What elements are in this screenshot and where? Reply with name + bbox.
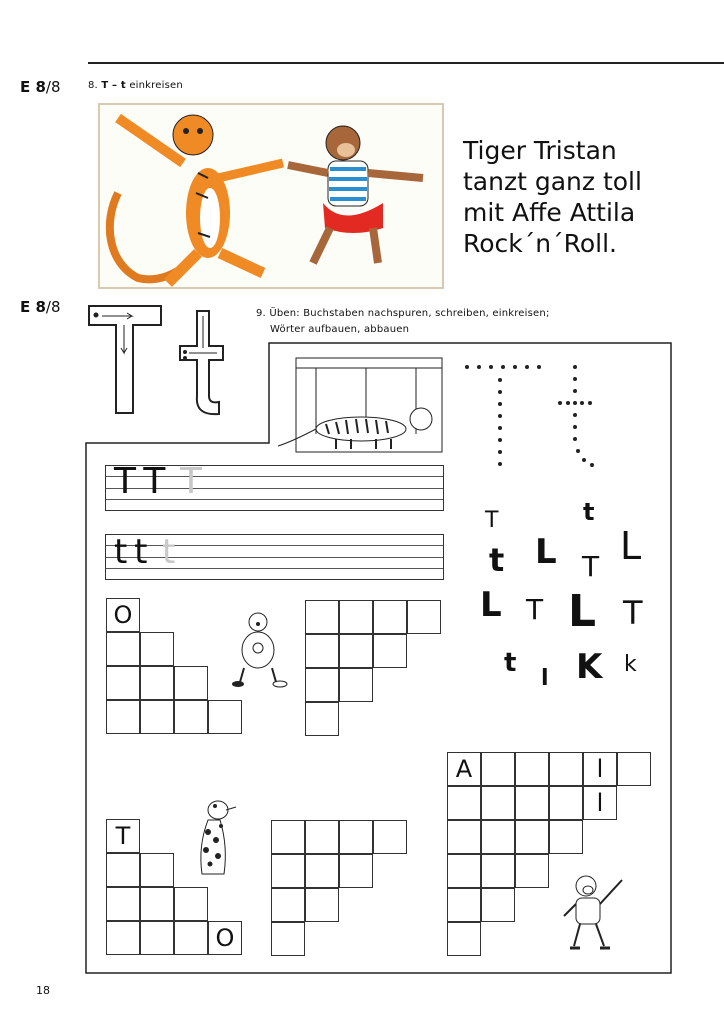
tiger-monkey-illustration — [98, 103, 444, 289]
story-line: Tiger Tristan — [463, 136, 617, 165]
grid-cell[interactable] — [549, 820, 583, 854]
story-line: Rock´n´Roll. — [463, 229, 617, 258]
grid-cell[interactable]: A — [447, 752, 481, 786]
grid-cell[interactable] — [174, 666, 208, 700]
grid-cell[interactable] — [106, 666, 140, 700]
writing-lines-uppercase[interactable] — [105, 461, 444, 511]
grid-cell[interactable] — [373, 634, 407, 668]
letter[interactable]: K — [576, 647, 603, 687]
letter[interactable]: t — [583, 498, 595, 526]
story-line: tanzt ganz toll — [463, 167, 642, 196]
letter[interactable]: T — [582, 550, 600, 583]
grid-cell[interactable] — [407, 600, 441, 634]
letter[interactable]: T — [485, 508, 499, 533]
letter[interactable]: k — [624, 652, 637, 677]
grid-cell[interactable] — [339, 820, 373, 854]
letter[interactable]: L — [568, 586, 597, 637]
grid-cell[interactable] — [447, 820, 481, 854]
grid-cell[interactable] — [174, 921, 208, 955]
grid-cell[interactable] — [106, 887, 140, 921]
grid-cell[interactable] — [140, 700, 174, 734]
letter[interactable]: l — [541, 666, 549, 691]
grid-cell[interactable] — [481, 820, 515, 854]
dalmatian-dog-illustration — [188, 796, 240, 878]
grid-cell[interactable] — [373, 600, 407, 634]
grid-cell[interactable] — [208, 700, 242, 734]
monkey-illustration — [560, 872, 630, 952]
grid-cell[interactable] — [106, 921, 140, 955]
grid-cell[interactable] — [481, 888, 515, 922]
grid-cell[interactable] — [106, 700, 140, 734]
grid-cell[interactable] — [305, 600, 339, 634]
grid-cell[interactable] — [339, 668, 373, 702]
grid-cell[interactable] — [305, 634, 339, 668]
dotted-tracing-letters — [462, 362, 602, 472]
grid-cell[interactable]: O — [106, 598, 140, 632]
grid-cell[interactable] — [305, 854, 339, 888]
grid-cell[interactable] — [481, 854, 515, 888]
grid-cell[interactable] — [515, 820, 549, 854]
grid-cell[interactable] — [447, 786, 481, 820]
grid-cell[interactable] — [515, 752, 549, 786]
grid-cell[interactable] — [140, 921, 174, 955]
letter[interactable]: L — [535, 532, 557, 572]
grid-cell[interactable]: l — [583, 752, 617, 786]
grid-cell[interactable] — [271, 854, 305, 888]
grid-cell[interactable]: O — [208, 921, 242, 955]
grid-cell[interactable] — [305, 888, 339, 922]
tiger-in-cage-illustration — [276, 354, 446, 454]
clown-illustration — [228, 610, 292, 690]
grid-cell[interactable] — [140, 887, 174, 921]
task-9-heading: 9. Üben: Buchstaben nachspuren, schreiben, einkreisen; Wörter aufbauen, abbauen — [256, 308, 550, 335]
grid-cell[interactable] — [174, 700, 208, 734]
letter[interactable]: L — [620, 524, 642, 568]
traced-uppercase-T: T T — [114, 461, 164, 502]
grid-cell[interactable] — [373, 820, 407, 854]
grid-cell[interactable] — [447, 922, 481, 956]
grid-cell[interactable] — [549, 752, 583, 786]
grid-cell[interactable] — [515, 786, 549, 820]
grid-cell[interactable] — [447, 888, 481, 922]
grid-cell[interactable] — [305, 820, 339, 854]
grid-cell[interactable]: l — [583, 786, 617, 820]
faint-uppercase-T: T — [180, 461, 202, 502]
grid-cell[interactable] — [447, 854, 481, 888]
grid-cell[interactable] — [305, 702, 339, 736]
letter[interactable]: t — [504, 648, 517, 678]
grid-cell[interactable] — [271, 922, 305, 956]
grid-cell[interactable] — [549, 786, 583, 820]
writing-lines-lowercase[interactable] — [105, 534, 444, 580]
grid-cell[interactable] — [140, 666, 174, 700]
letter[interactable]: t — [489, 541, 505, 579]
grid-cell[interactable] — [339, 854, 373, 888]
story-text — [463, 135, 642, 259]
section-code-2: E 8/8 — [20, 298, 61, 316]
grid-cell[interactable] — [305, 668, 339, 702]
letter[interactable]: T — [526, 593, 544, 626]
traced-lowercase-t: t t — [114, 532, 146, 572]
grid-cell[interactable] — [174, 887, 208, 921]
grid-cell[interactable]: T — [106, 819, 140, 853]
grid-cell[interactable] — [271, 820, 305, 854]
task-8-heading: 8. T – t einkreisen — [88, 80, 183, 91]
grid-cell[interactable] — [481, 752, 515, 786]
letter[interactable]: T — [623, 594, 643, 632]
section-code-1: E 8/8 — [20, 78, 61, 96]
top-rule — [88, 62, 724, 64]
grid-cell[interactable] — [140, 632, 174, 666]
grid-cell[interactable] — [339, 600, 373, 634]
page-number: 18 — [36, 984, 50, 997]
faint-lowercase-t: t — [162, 532, 176, 572]
grid-cell[interactable] — [106, 853, 140, 887]
grid-cell[interactable] — [106, 632, 140, 666]
grid-cell[interactable] — [617, 752, 651, 786]
grid-cell[interactable] — [481, 786, 515, 820]
story-line: mit Affe Attila — [463, 198, 636, 227]
grid-cell[interactable] — [271, 888, 305, 922]
grid-cell[interactable] — [339, 634, 373, 668]
letter[interactable]: L — [480, 585, 502, 625]
grid-cell[interactable] — [140, 853, 174, 887]
grid-cell[interactable] — [515, 854, 549, 888]
